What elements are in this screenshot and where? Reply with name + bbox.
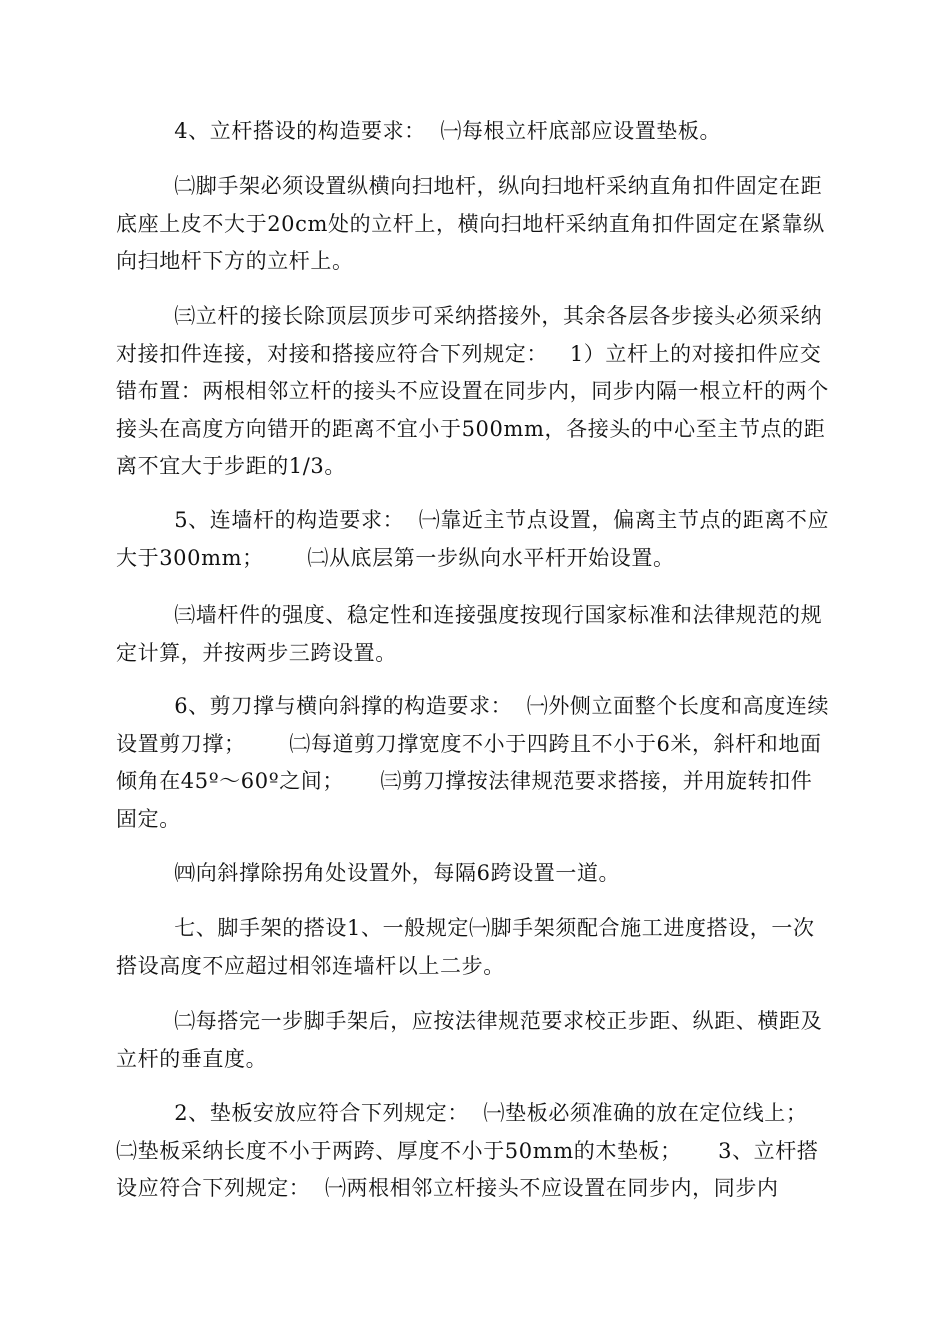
paragraph-base-plate: 2、垫板安放应符合下列规定： ㈠垫板必须准确的放在定位线上； ㈡垫板采纳长度不小于两跨、厚度不小于50mm的木垫板； 3、立杆搭设应符合下列规定： ㈠两根相邻立杆接头不应设置在同步内，同步内 (116, 1101, 819, 1200)
paragraph-sweeping-pole: ㈡脚手架必须设置纵横向扫地杆，纵向扫地杆采纳直角扣件固定在距底座上皮不大于20cm处的立杆上，横向扫地杆采纳直角扣件固定在紧靠纵向扫地杆下方的立杆上。 (116, 174, 825, 273)
paragraph-cross-bracing: 6、剪刀撑与横向斜撑的构造要求： ㈠外侧立面整个长度和高度连续设置剪刀撑； ㈡每道剪刀撑宽度不小于四跨且不小于6米，斜杆和地面倾角在45º～60º之间； ㈢剪刀撑按法律规范要求搭接，并用旋转扣件固定。 (116, 694, 830, 831)
paragraph-step-correction: ㈡每搭完一步脚手架后，应按法律规范要求校正步距、纵距、横距及立杆的垂直度。 (116, 1009, 823, 1071)
paragraph-upright-pole-requirements: 4、立杆搭设的构造要求： ㈠每根立杆底部应设置垫板。 (116, 119, 722, 143)
paragraph-wall-tie-strength: ㈢墙杆件的强度、稳定性和连接强度按现行国家标准和法律规范的规定计算，并按两步三跨设置。 (116, 603, 823, 665)
paragraph-pole-extension: ㈢立杆的接长除顶层顶步可采纳搭接外，其余各层各步接头必须采纳对接扣件连接，对接和搭接应符合下列规定： 1）立杆上的对接扣件应交错布置：两根相邻立杆的接头不应设置在同步内，同步内隔一根立杆的两个接头在高度方向错开的距离不宜小于500mm，各接头的中心至主节点的距离不宜大于步距的1/3。 (116, 304, 829, 478)
paragraph-wall-tie-requirements: 5、连墙杆的构造要求： ㈠靠近主节点设置，偏离主节点的距离不应大于300mm； ㈡从底层第一步纵向水平杆开始设置。 (116, 508, 830, 570)
paragraph-diagonal-bracing: ㈣向斜撑除拐角处设置外，每隔6跨设置一道。 (116, 861, 621, 885)
paragraph-scaffold-erection: 七、脚手架的搭设1、一般规定㈠脚手架须配合施工进度搭设，一次搭设高度不应超过相邻连墙杆以上二步。 (116, 916, 815, 978)
